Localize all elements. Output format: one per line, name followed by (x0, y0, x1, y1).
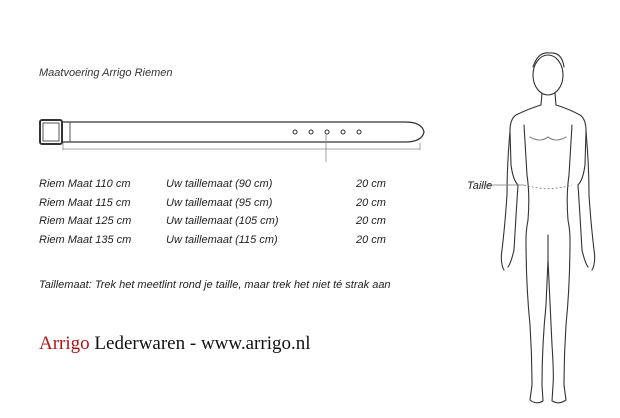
brand-name: Arrigo (39, 333, 90, 354)
size-row (39, 178, 399, 194)
belt-hole (341, 130, 345, 134)
belt-size: Riem Maat 110 cm (39, 178, 131, 190)
waist-size: Uw taillemaat (105 cm) (166, 215, 279, 227)
measure-bracket (63, 134, 420, 162)
figure-head (533, 55, 563, 95)
size-difference: 20 cm (356, 178, 386, 190)
waist-size: Uw taillemaat (95 cm) (166, 197, 273, 209)
brand-footer (39, 333, 311, 355)
waist-label: Taille (467, 180, 493, 192)
figure-arm-right (578, 131, 595, 270)
waist-size: Uw taillemaat (115 cm) (166, 234, 278, 246)
belt-hole (293, 130, 297, 134)
page-title: Maatvoering Arrigo Riemen (39, 67, 173, 79)
figure-torso (510, 105, 586, 185)
size-row (39, 215, 399, 231)
belt-size: Riem Maat 125 cm (39, 215, 132, 227)
brand-tagline: Lederwaren - www.arrigo.nl (89, 333, 311, 354)
waist-size: Uw taillemaat (90 cm) (166, 178, 273, 190)
figure-legs (526, 240, 570, 403)
figure-arm-left (501, 131, 518, 270)
belt-size: Riem Maat 115 cm (39, 197, 131, 209)
measuring-instruction: Taillemaat: Trek het meetlint rond je taille, maar trek het niet té strak aan (39, 279, 391, 291)
belt-hole (325, 130, 329, 134)
belt-hole (309, 130, 313, 134)
belt-size: Riem Maat 135 cm (39, 234, 132, 246)
belt-diagram (30, 112, 430, 172)
belt-hole (357, 130, 361, 134)
body-figure (480, 45, 620, 415)
size-difference: 20 cm (356, 197, 386, 209)
belt-strap (62, 122, 424, 142)
size-difference: 20 cm (356, 215, 386, 227)
size-row (39, 197, 399, 213)
size-row (39, 234, 399, 250)
size-difference: 20 cm (356, 234, 386, 246)
